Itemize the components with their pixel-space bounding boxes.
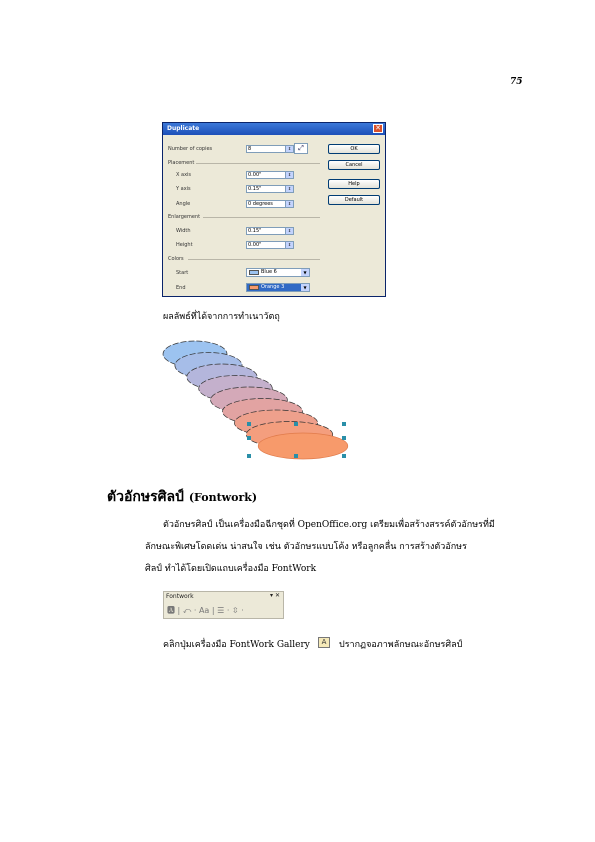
duplicated-ellipses-illustration (155, 330, 360, 465)
colors-section: Colors (168, 256, 184, 262)
default-button[interactable]: Default (328, 195, 380, 205)
colors-divider (188, 259, 320, 260)
page-number: 75 (510, 77, 523, 87)
end-label: End (176, 285, 186, 291)
heading-english: (Fontwork) (188, 491, 258, 504)
selection-handle[interactable] (294, 422, 298, 426)
enlargement-divider (203, 217, 320, 218)
fontwork-gallery-icon[interactable]: A (318, 637, 330, 648)
angle-label: Angle (176, 201, 191, 207)
selection-handle[interactable] (294, 454, 298, 458)
dialog-title: Duplicate (167, 125, 200, 132)
x-axis-input[interactable]: 0.00" ⇕ (246, 171, 294, 179)
section-heading (107, 486, 257, 508)
ok-button[interactable]: OK (328, 144, 380, 154)
end-color-swatch (249, 285, 259, 290)
dialog-titlebar (163, 123, 385, 135)
start-label: Start (176, 270, 189, 276)
spin-arrows-icon[interactable]: ⇕ (285, 228, 293, 234)
fontwork-toolbar (163, 591, 284, 619)
start-color-value: Blue 6 (261, 269, 277, 275)
enlargement-section: Enlargement (168, 214, 201, 220)
paragraph-line-2: ลักษณะพิเศษโดดเด่น น่าสนใจ เช่น ตัวอักษรแบบโค้ง หรือลูกคลื่น การสร้างตัวอักษร (145, 542, 467, 552)
y-axis-input[interactable]: 0.15" ⇕ (246, 185, 294, 193)
height-label: Height (176, 242, 193, 248)
spin-arrows-icon[interactable]: ⇕ (285, 172, 293, 178)
selection-handle[interactable] (247, 454, 251, 458)
selection-handle[interactable] (342, 422, 346, 426)
start-color-swatch (249, 270, 259, 275)
end-color-select[interactable] (246, 283, 310, 292)
height-input[interactable]: 0.00" ⇕ (246, 241, 294, 249)
placement-divider (196, 163, 320, 164)
heading-thai: ตัวอักษรศิลป์ (107, 489, 184, 505)
start-color-select[interactable] (246, 268, 310, 277)
y-axis-label: Y axis (176, 186, 191, 192)
angle-input[interactable]: 0 degrees ⇕ (246, 200, 294, 208)
duplicate-dialog (162, 122, 386, 297)
cancel-button[interactable]: Cancel (328, 160, 380, 170)
end-color-value: Orange 3 (261, 284, 285, 290)
result-caption: ผลลัพธ์ที่ได้จากการทำเนาวัตถุ (163, 312, 280, 322)
instruction-after: ปรากฏจอภาพลักษณะอักษรศิลป์ (339, 640, 463, 650)
paragraph-line-3: ศิลป์ ทำได้โดยเปิดแถบเครื่องมือ FontWork (145, 564, 317, 574)
toolbar-buttons[interactable]: 🅰 | ⤺ · Aa | ☰ · ⇳ · (167, 606, 244, 615)
width-input[interactable]: 0.15" ⇕ (246, 227, 294, 235)
width-label: Width (176, 228, 191, 234)
placement-section: Placement (168, 160, 195, 166)
selection-handle[interactable] (247, 436, 251, 440)
selection-handle[interactable] (342, 454, 346, 458)
spin-arrows-icon[interactable]: ⇕ (285, 242, 293, 248)
spin-arrows-icon[interactable]: ⇕ (285, 186, 293, 192)
selection-handle[interactable] (247, 422, 251, 426)
x-axis-label: X axis (176, 172, 192, 178)
toolbar-title: Fontwork (166, 593, 194, 600)
spin-arrows-icon[interactable]: ⇕ (285, 146, 293, 152)
close-icon[interactable]: ✕ (373, 124, 383, 133)
selection-handle[interactable] (342, 436, 346, 440)
values-from-selection-icon[interactable]: ⤢ (294, 143, 308, 154)
paragraph-line-1: ตัวอักษรศิลป์ เป็นเครื่องมือฉีกชุดที่ OpenOffice.org เตรียมเพื่อสร้างสรรค์ตัวอักษรที่มี (163, 520, 495, 530)
instruction-before: คลิกปุ่มเครื่องมือ FontWork Gallery (163, 640, 310, 650)
chevron-down-icon[interactable]: ▼ (301, 269, 309, 276)
number-of-copies-label: Number of copies (168, 146, 213, 152)
toolbar-controls[interactable]: ▾ ✕ (270, 592, 280, 599)
help-button[interactable]: Help (328, 179, 380, 189)
chevron-down-icon[interactable]: ▼ (301, 284, 309, 291)
ellipse-copy (258, 433, 348, 459)
spin-arrows-icon[interactable]: ⇕ (285, 201, 293, 207)
number-of-copies-input[interactable]: 8 ⇕ (246, 145, 294, 153)
